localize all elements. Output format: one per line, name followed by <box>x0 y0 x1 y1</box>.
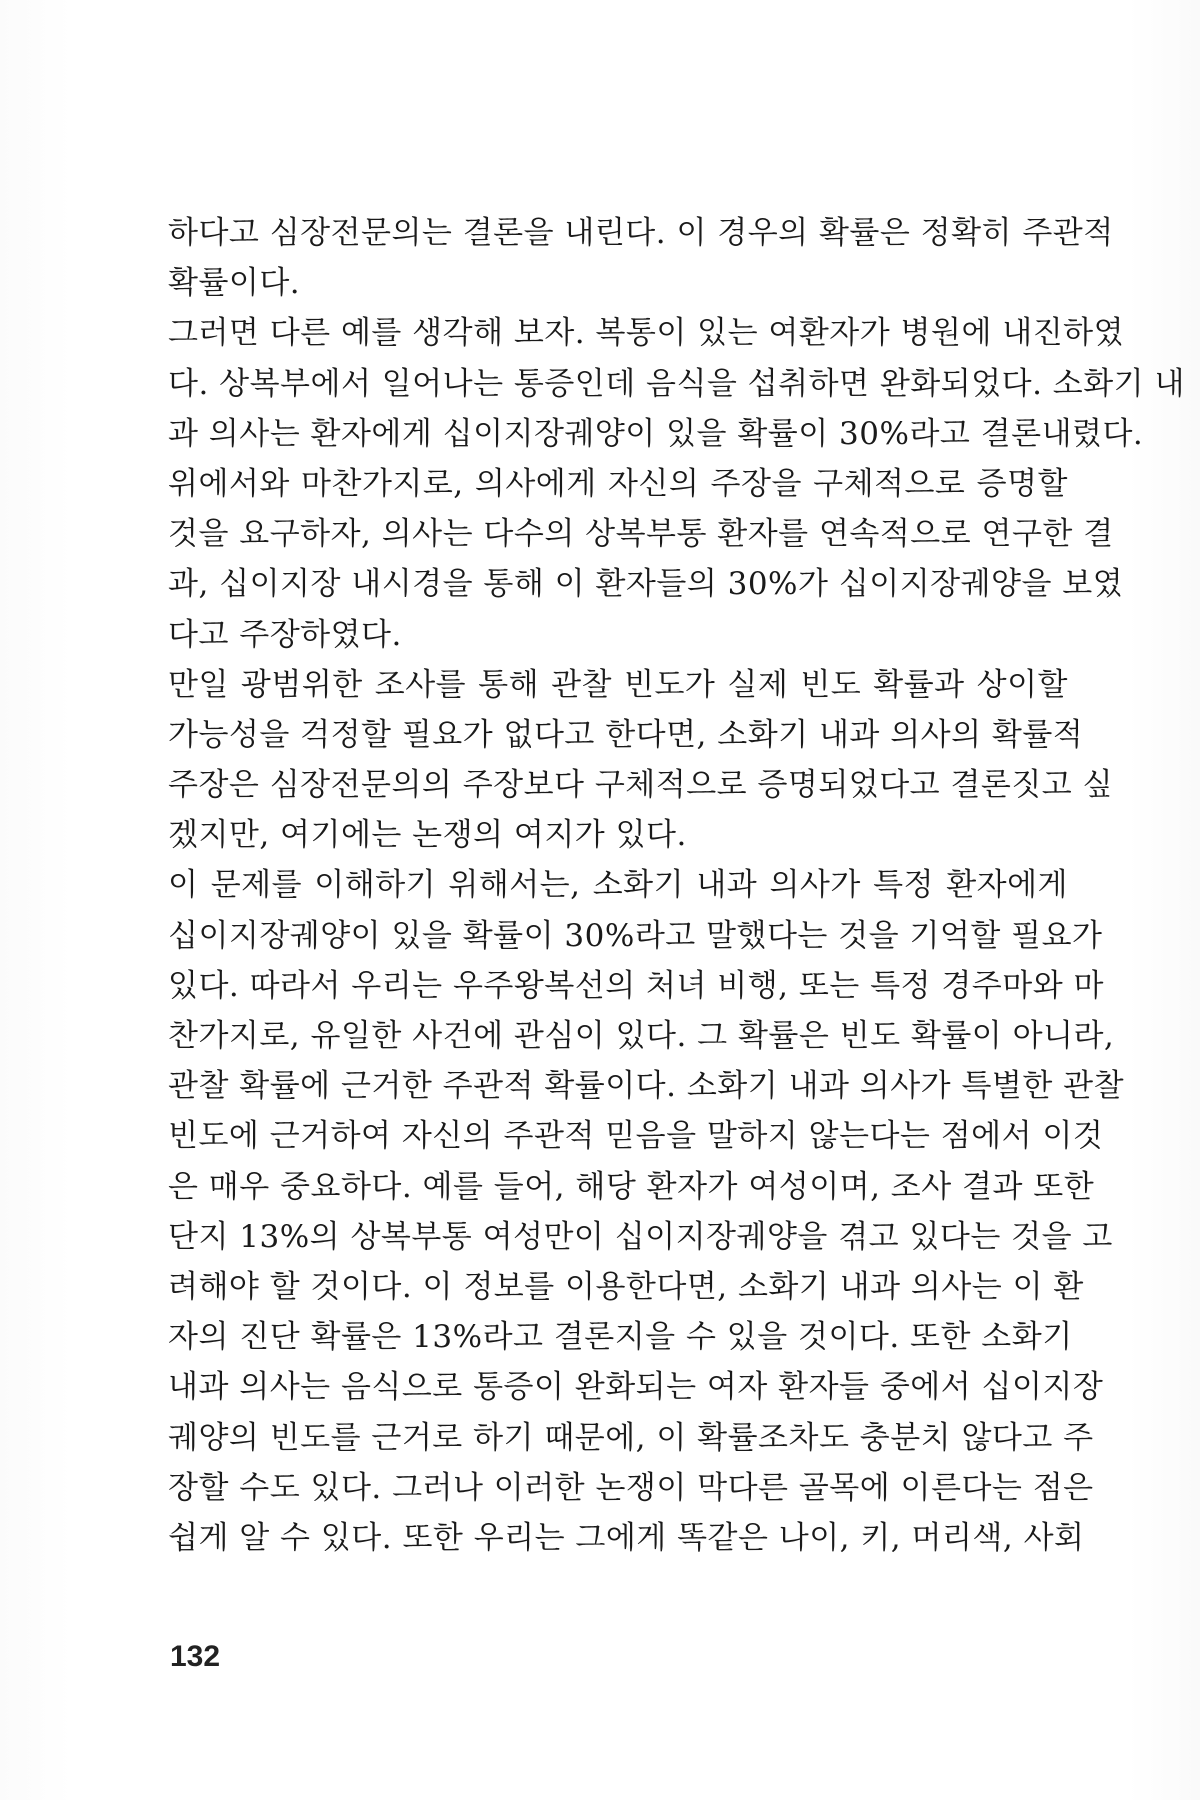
page-number: 132 <box>170 1640 221 1673</box>
text-line: 가능성을 걱정할 필요가 없다고 한다면, 소화기 내과 의사의 확률적 <box>168 716 1084 753</box>
text-line: 것을 요구하자, 의사는 다수의 상복부통 환자를 연속적으로 연구한 결 <box>168 516 1114 553</box>
text-line: 궤양의 빈도를 근거로 하기 때문에, 이 확률조차도 충분치 않다고 주 <box>168 1419 1094 1456</box>
text-line: 위에서와 마찬가지로, 의사에게 자신의 주장을 구체적으로 증명할 <box>168 465 1068 502</box>
text-line: 십이지장궤양이 있을 확률이 30%라고 말했다는 것을 기억할 필요가 <box>168 917 1103 954</box>
text-line: 단지 13%의 상복부통 여성만이 십이지장궤양을 겪고 있다는 것을 고 <box>168 1218 1113 1255</box>
text-line: 려해야 할 것이다. 이 정보를 이용한다면, 소화기 내과 의사는 이 환 <box>168 1268 1084 1305</box>
body-text <box>168 208 1185 1563</box>
text-line: 만일 광범위한 조사를 통해 관찰 빈도가 실제 빈도 확률과 상이할 <box>168 666 1068 703</box>
text-line: 자의 진단 확률은 13%라고 결론지을 수 있을 것이다. 또한 소화기 <box>168 1319 1073 1356</box>
text-line: 과, 십이지장 내시경을 통해 이 환자들의 30%가 십이지장궤양을 보였 <box>168 566 1124 603</box>
text-line: 내과 의사는 음식으로 통증이 완화되는 여자 환자들 중에서 십이지장 <box>168 1369 1104 1406</box>
text-line: 과 의사는 환자에게 십이지장궤양이 있을 확률이 30%라고 결론내렸다. <box>168 415 1144 452</box>
text-line: 다고 주장하였다. <box>168 616 402 653</box>
text-line: 이 문제를 이해하기 위해서는, 소화기 내과 의사가 특정 환자에게 <box>168 867 1068 904</box>
text-line: 은 매우 중요하다. 예를 들어, 해당 환자가 여성이며, 조사 결과 또한 <box>168 1168 1095 1205</box>
text-line: 쉽게 알 수 있다. 또한 우리는 그에게 똑같은 나이, 키, 머리색, 사회 <box>168 1519 1085 1556</box>
text-line: 하다고 심장전문의는 결론을 내린다. 이 경우의 확률은 정확히 주관적 <box>168 215 1114 251</box>
text-line: 주장은 심장전문의의 주장보다 구체적으로 증명되었다고 결론짓고 싶 <box>168 767 1114 804</box>
text-line: 다. 상복부에서 일어나는 통증인데 음식을 섭취하면 완화되었다. 소화기 내 <box>168 365 1185 402</box>
text-line: 그러면 다른 예를 생각해 보자. 복통이 있는 여환자가 병원에 내진하였 <box>168 315 1125 352</box>
text-line: 있다. 따라서 우리는 우주왕복선의 처녀 비행, 또는 특정 경주마와 마 <box>168 967 1104 1004</box>
text-line: 확률이다. <box>168 265 301 302</box>
text-line: 장할 수도 있다. 그러나 이러한 논쟁이 막다른 골목에 이른다는 점은 <box>168 1469 1094 1506</box>
text-line: 빈도에 근거하여 자신의 주관적 믿음을 말하지 않는다는 점에서 이것 <box>168 1118 1104 1155</box>
text-line: 찬가지로, 유일한 사건에 관심이 있다. 그 확률은 빈도 확률이 아니라, <box>168 1018 1115 1054</box>
text-line: 겠지만, 여기에는 논쟁의 여지가 있다. <box>168 817 687 854</box>
text-line: 관찰 확률에 근거한 주관적 확률이다. 소화기 내과 의사가 특별한 관찰 <box>168 1068 1125 1105</box>
